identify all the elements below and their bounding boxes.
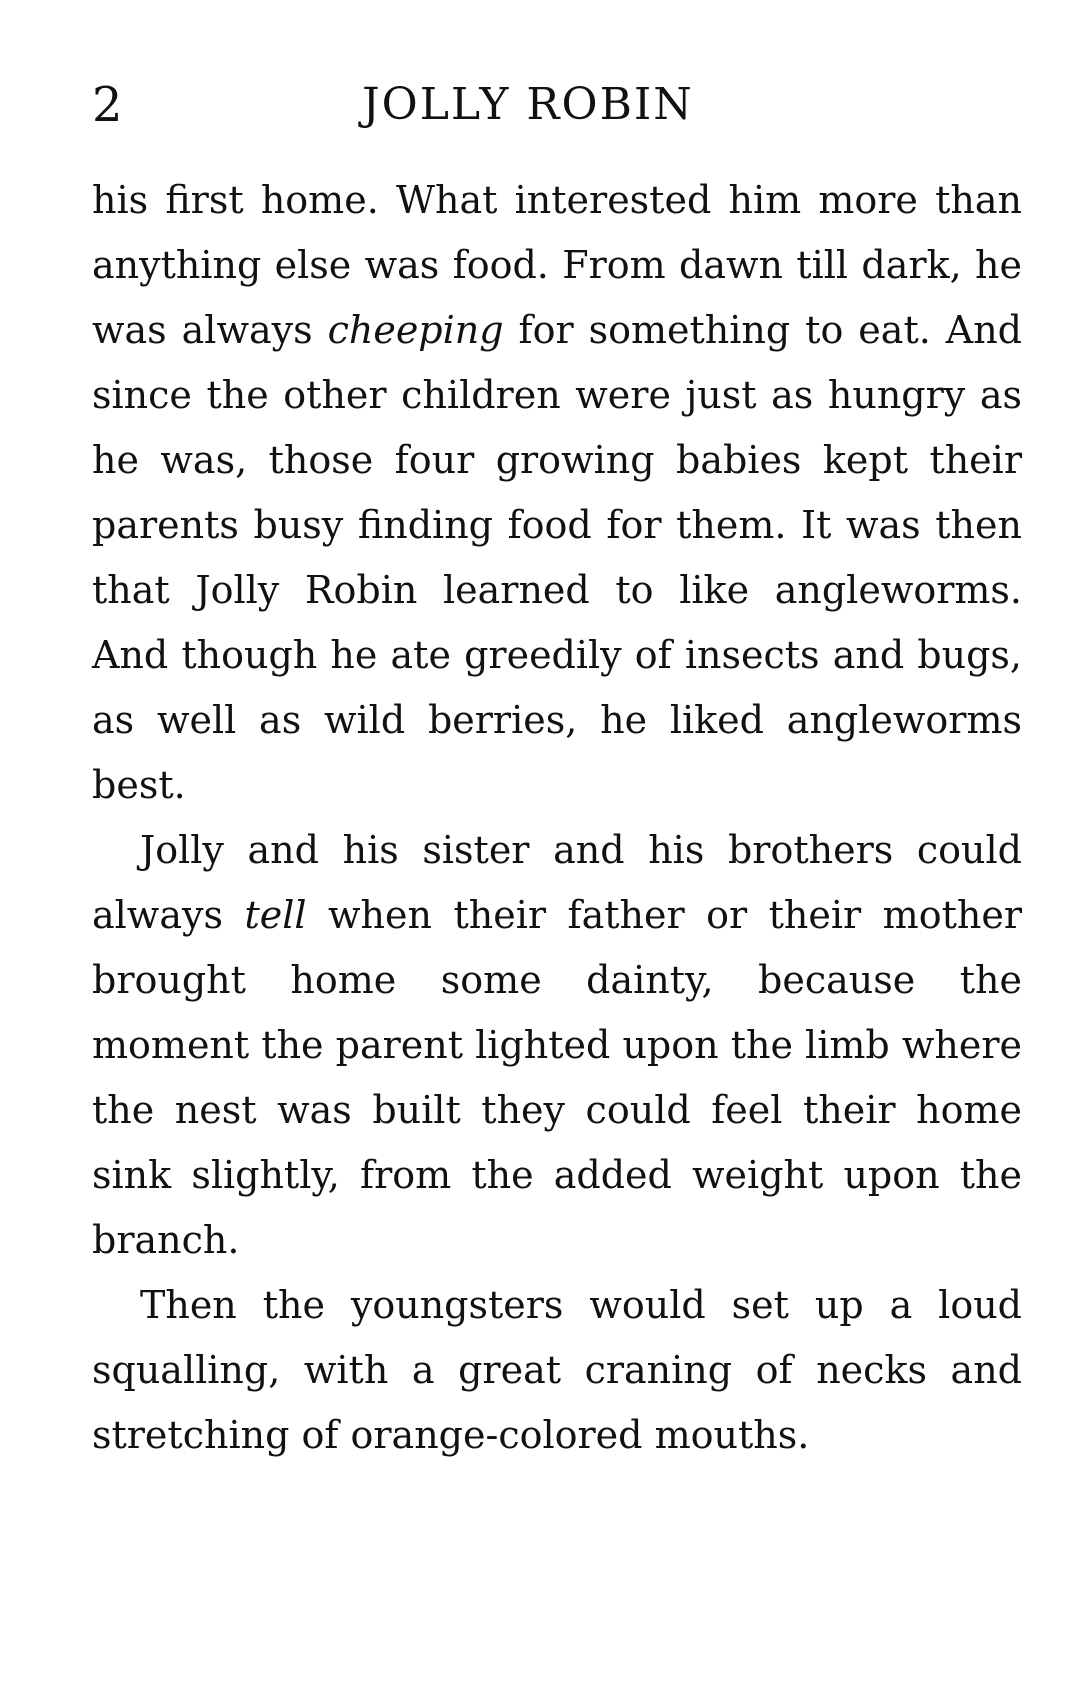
emphasized-word-cheeping: cheeping: [327, 308, 504, 352]
running-title: JOLLY ROBIN: [362, 79, 694, 130]
paragraph-3: Then the youngsters would set up a loud squalling, with a great craning of necks and stretching of orange-colored mouths.: [92, 1283, 1022, 1457]
paragraph-1-text-b: for something to eat. And since the other children were just as hungry as he was, those four growing babies kept their parents busy finding food for them. It was then that Jolly Robin learned to like angleworms. And though he ate greedily of insects and bugs, as well as wild berries, he liked angleworms best.: [92, 308, 1022, 807]
page-number: 2: [92, 77, 123, 133]
emphasized-word-tell: tell: [244, 893, 307, 937]
paragraph-1: [92, 168, 1022, 818]
body-text: [92, 168, 1022, 1468]
paragraph-2-text-a: Jolly and his sister and his brothers could always: [92, 828, 1022, 937]
paragraph-1-text-a: his first home. What interested him more than anything else was food. From dawn till dark, he was always: [92, 178, 1022, 352]
page-header: [92, 70, 1022, 140]
paragraph-2-text-b: when their father or their mother brought home some dainty, because the moment the parent lighted upon the limb where the nest was built they could feel their home sink slightly, from the added weight upon the branch.: [92, 893, 1022, 1262]
paragraph-2: [92, 818, 1022, 1273]
